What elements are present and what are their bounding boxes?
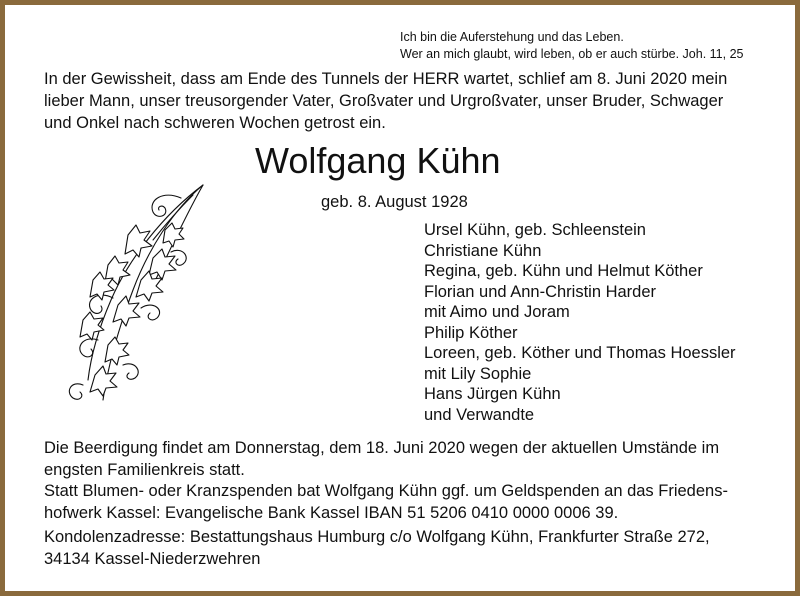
funeral-line-4: hofwerk Kassel: Evangelische Bank Kassel IBAN 51 5206 0410 0000 0006 39. <box>44 503 619 522</box>
funeral-line-1: Die Beerdigung findet am Donnerstag, dem 18. Juni 2020 wegen der aktuellen Umstände im <box>44 439 720 457</box>
mourner-line: Regina, geb. Kühn und Helmut Köther <box>424 262 703 280</box>
mourner-line: Philip Köther <box>424 323 518 342</box>
verse-line-2: Wer an mich glaubt, wird leben, ob er auch stürbe. Joh. 11, 25 <box>400 47 744 61</box>
address-line-2: 34134 Kassel-Niederzwehren <box>44 549 261 568</box>
mourner-line: mit Lily Sophie <box>424 364 532 383</box>
funeral-line-2: engsten Familienkreis statt. <box>44 460 245 479</box>
funeral-line-3: Statt Blumen- oder Kranzspenden bat Wolfgang Kühn ggf. um Geldspenden an das Friedens- <box>44 482 728 500</box>
intro-line-1: In der Gewissheit, dass am Ende des Tunnels der HERR wartet, schlief am 8. Juni 2020 mein <box>44 70 728 88</box>
mourner-line: mit Aimo und Joram <box>424 303 570 321</box>
intro-line-3: und Onkel nach schweren Wochen getrost ein. <box>44 114 386 132</box>
mourner-line: und Verwandte <box>424 405 535 424</box>
intro-text <box>44 68 764 134</box>
obituary-notice <box>5 5 795 591</box>
ivy-vine-icon <box>53 180 213 410</box>
mourner-line: Florian und Ann-Christin Harder <box>424 282 657 301</box>
mourners-list <box>424 220 736 425</box>
bible-verse <box>400 29 743 63</box>
birth-date: geb. 8. August 1928 <box>321 193 468 211</box>
funeral-info <box>44 438 728 524</box>
mourner-line: Loreen, geb. Köther und Thomas Hoessler <box>424 344 736 362</box>
condolence-address <box>44 527 710 570</box>
mourner-line: Ursel Kühn, geb. Schleenstein <box>424 221 646 239</box>
intro-line-2: lieber Mann, unser treusorgender Vater, Großvater und Urgroßvater, unser Bruder, Schwager <box>44 92 724 110</box>
deceased-name: Wolfgang Kühn <box>255 140 501 181</box>
mourner-line: Hans Jürgen Kühn <box>424 385 561 403</box>
verse-line-1: Ich bin die Auferstehung und das Leben. <box>400 30 624 44</box>
address-line-1: Kondolenzadresse: Bestattungshaus Humburg c/o Wolfgang Kühn, Frankfurter Straße 272, <box>44 528 710 546</box>
mourner-line: Christiane Kühn <box>424 241 542 260</box>
